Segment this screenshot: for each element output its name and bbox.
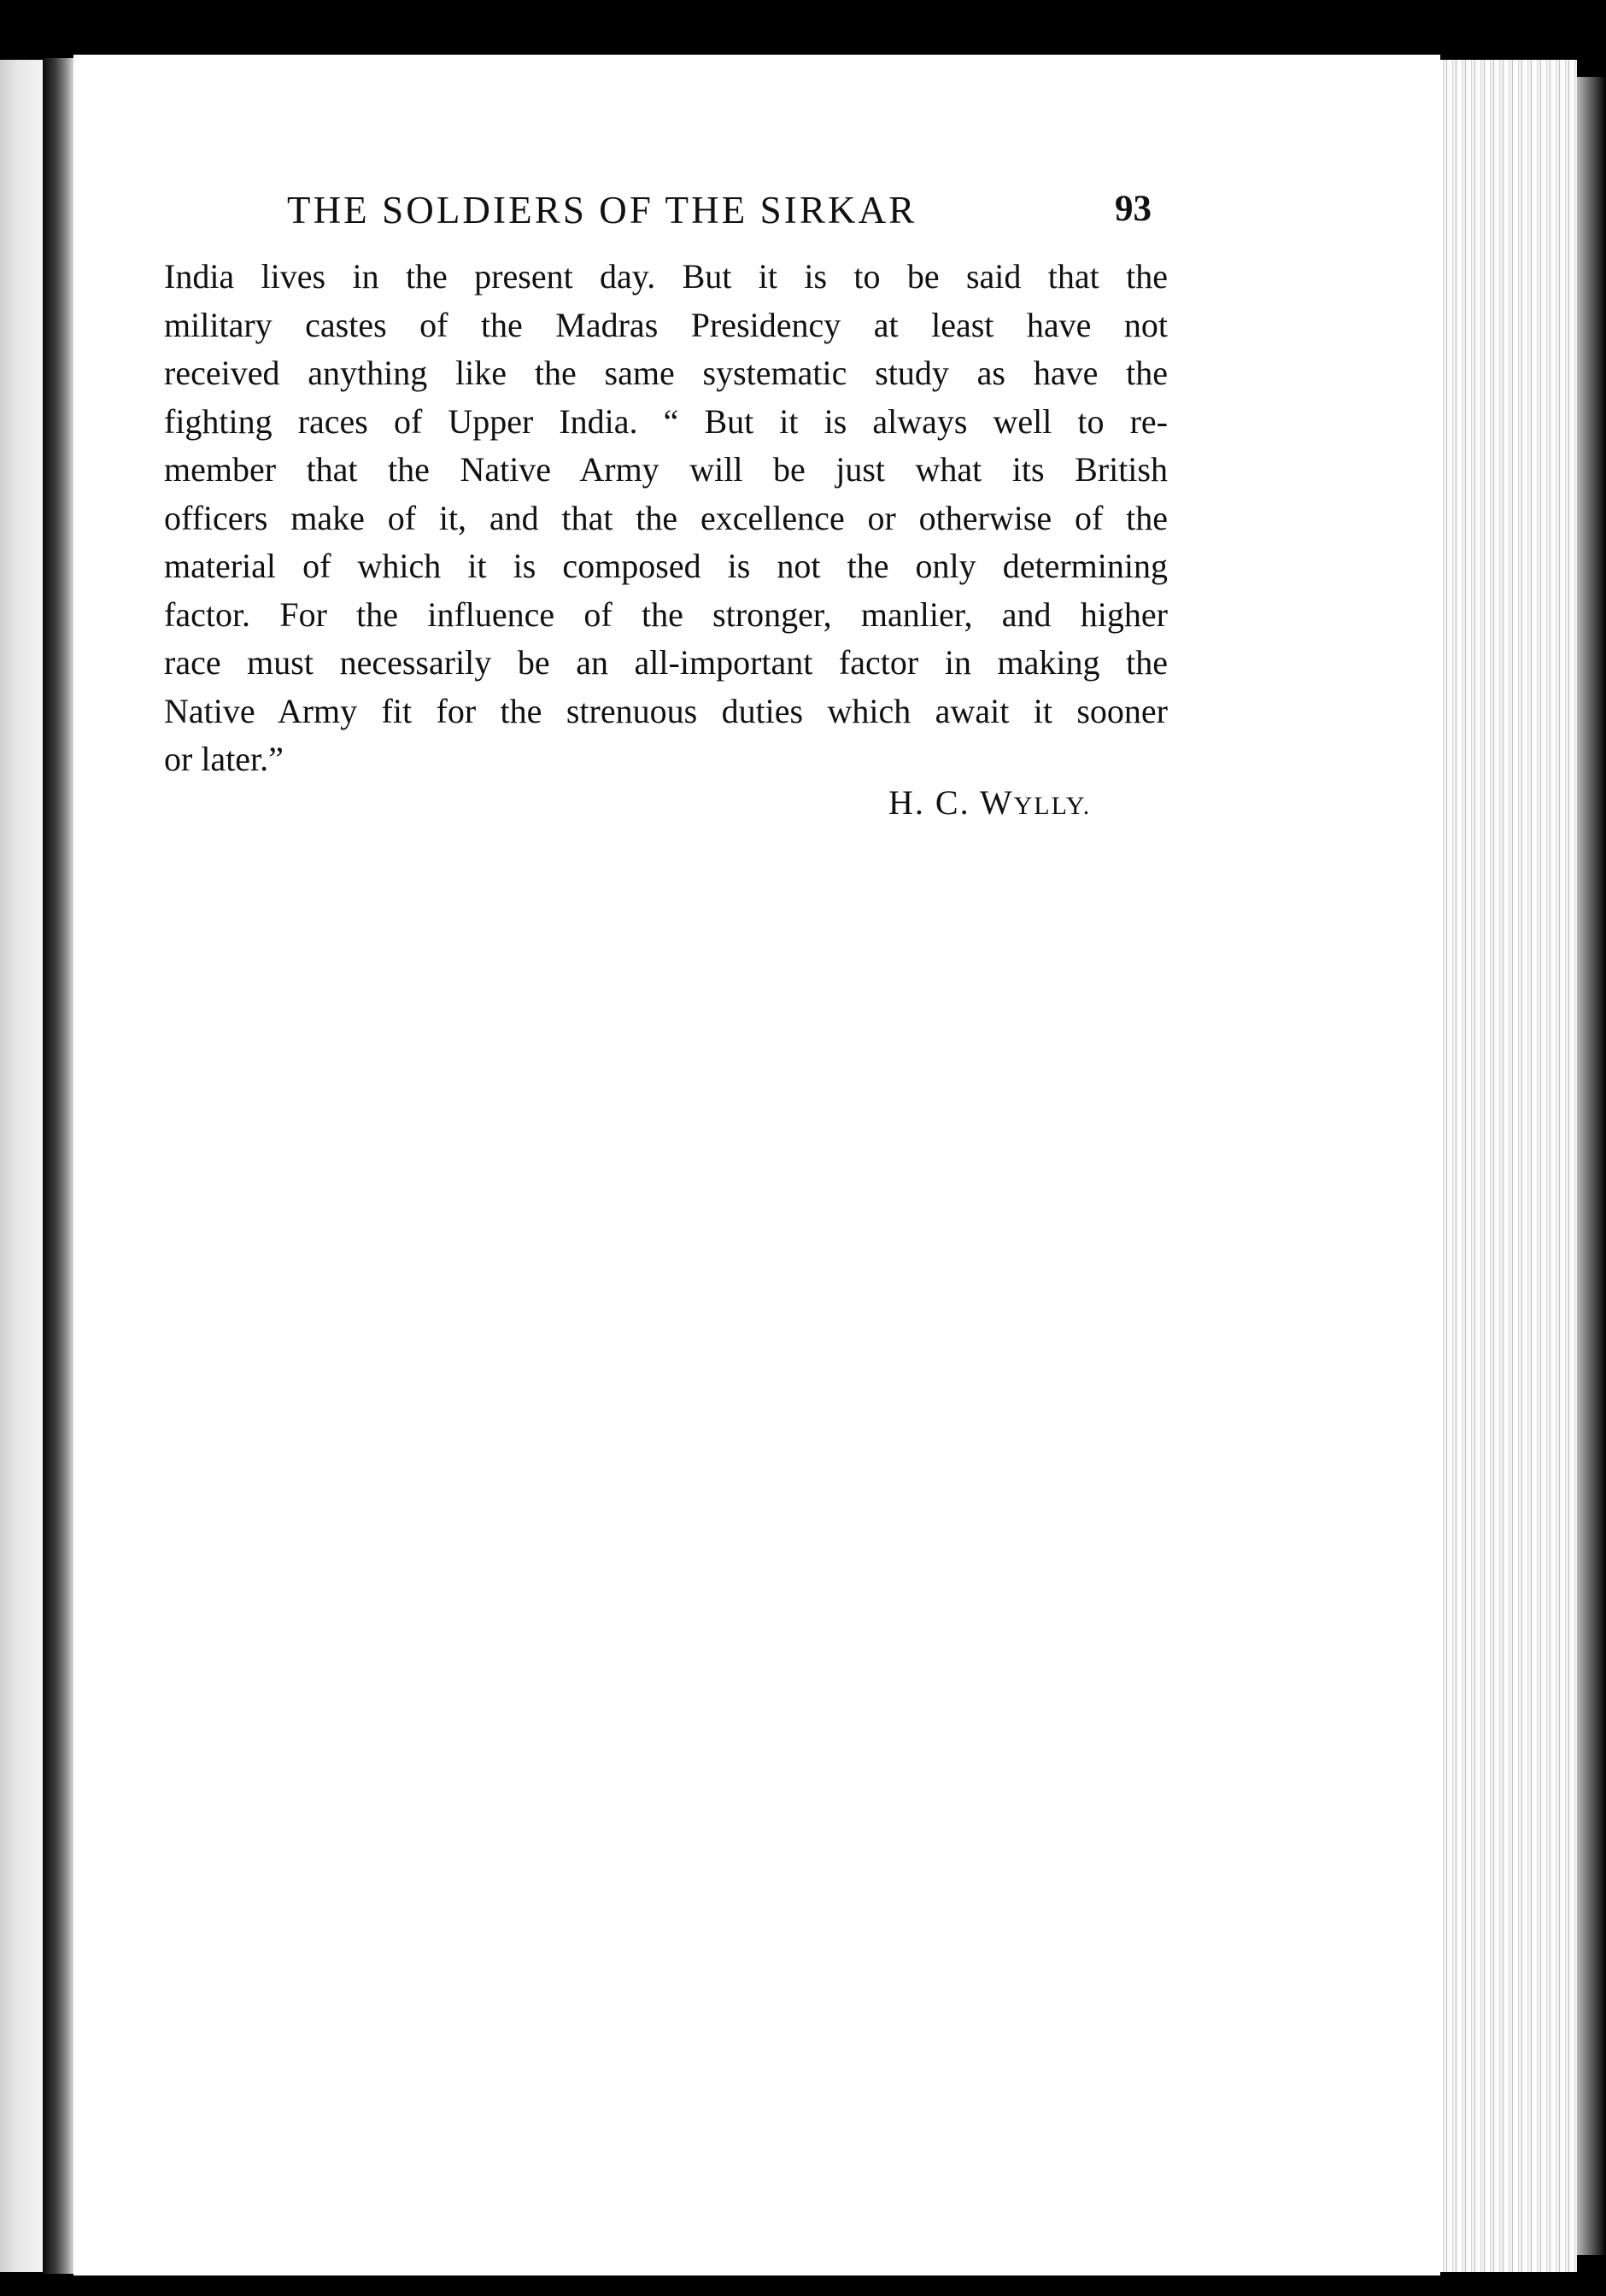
page-fore-edge xyxy=(1440,60,1577,2272)
running-head-title: THE SOLDIERS OF THE SIRKAR xyxy=(287,189,917,231)
body-paragraph xyxy=(164,253,1168,784)
page-number: 93 xyxy=(1115,189,1152,229)
text-line: material of which it is composed is not the only determining xyxy=(164,547,1168,585)
text-line: member that the Native Army will be just what its British xyxy=(164,450,1168,489)
signature-initials: H. C. W xyxy=(888,783,1014,822)
text-line: race must necessarily be an all-important factor in making the xyxy=(164,643,1168,682)
text-line: factor. For the influence of the stronger, manlier, and higher xyxy=(164,594,1168,634)
text-line: received anything like the same systematic study as have the xyxy=(164,354,1168,392)
author-signature xyxy=(888,782,1091,823)
facing-page-edge xyxy=(0,60,43,2272)
text-line: military castes of the Madras Presidency at least have not xyxy=(164,305,1168,344)
fore-edge-shadow xyxy=(1577,77,1606,2255)
text-line: or later.” xyxy=(164,740,284,778)
text-line: fighting races of Upper India. “ But it is always well to re- xyxy=(164,401,1168,441)
text-line: officers make of it, and that the excellence or otherwise of the xyxy=(164,498,1168,537)
signature-surname: YLLY. xyxy=(1013,792,1092,820)
text-line: Native Army fit for the strenuous duties which await it sooner xyxy=(164,691,1168,730)
binding-gutter xyxy=(43,58,73,2274)
text-line: India lives in the present day. But it is to be said that the xyxy=(164,257,1168,296)
